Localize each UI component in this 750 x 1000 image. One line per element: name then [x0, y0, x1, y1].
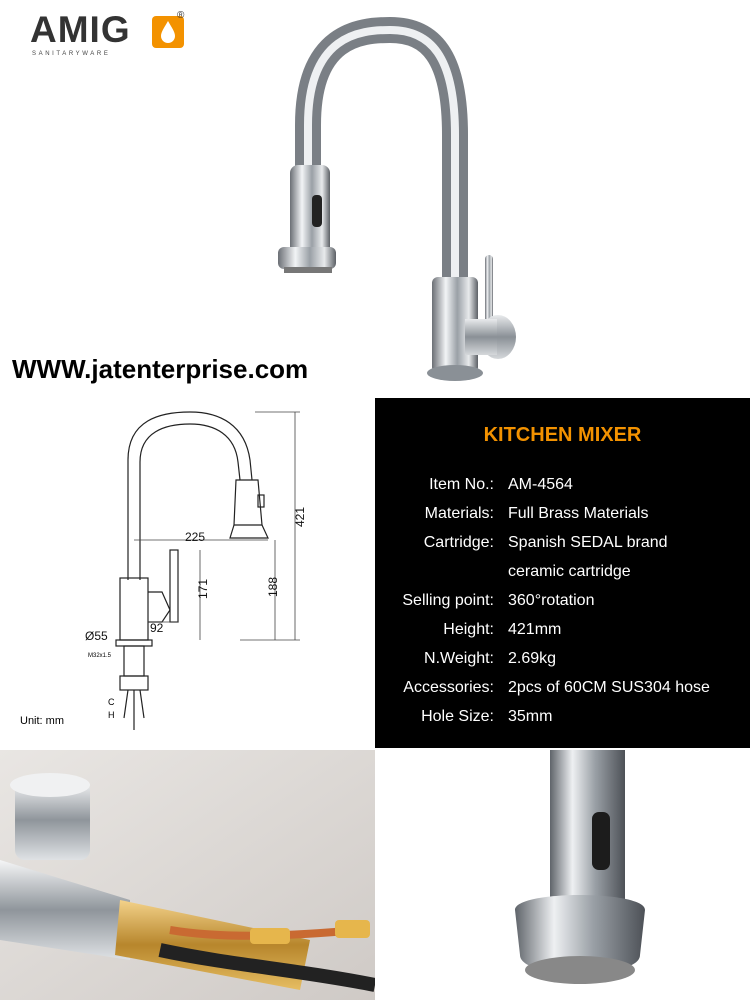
spec-value: AM-4564 — [508, 476, 573, 493]
spec-label: N.Weight: — [424, 650, 494, 667]
technical-drawing — [80, 400, 330, 745]
spec-row — [375, 679, 750, 708]
cold-label: C — [108, 697, 115, 707]
spec-row — [375, 708, 750, 737]
spec-title: KITCHEN MIXER — [483, 424, 642, 446]
dim-thread: M32x1.5 — [88, 653, 112, 659]
website-url[interactable]: WWW.jatenterprise.com — [12, 354, 309, 384]
registered-mark: ® — [177, 10, 185, 21]
spec-label: Selling point: — [402, 592, 494, 609]
brand-tagline: SANITARYWARE — [32, 51, 111, 57]
spec-label: Materials: — [424, 505, 494, 522]
spec-value: 421mm — [508, 621, 562, 638]
spec-label: Item No.: — [429, 476, 494, 493]
spec-row — [375, 563, 750, 592]
spec-value: 35mm — [508, 708, 553, 725]
spec-label: Hole Size: — [421, 708, 494, 725]
unit-label: Unit: mm — [20, 715, 64, 727]
dim-height: 421 — [293, 506, 307, 527]
spray-head-detail-photo — [375, 750, 750, 1000]
spec-value: Spanish SEDAL brand — [508, 534, 668, 551]
spec-row — [375, 650, 750, 679]
brand-name: AMIG — [30, 9, 131, 50]
dim-base-dia: Ø55 — [85, 629, 108, 643]
spec-value: 2pcs of 60CM SUS304 hose — [508, 679, 710, 696]
spec-value: 2.69kg — [508, 650, 557, 667]
spec-row — [375, 476, 750, 505]
brand-logo — [30, 10, 190, 60]
dim-body-height: 171 — [196, 578, 210, 599]
spec-label: Cartridge: — [423, 534, 494, 551]
spec-label: Height: — [443, 621, 494, 638]
spec-row — [375, 534, 750, 563]
spec-row — [375, 592, 750, 621]
installation-detail-photo — [0, 750, 375, 1000]
hot-label: H — [108, 710, 115, 720]
spec-row — [375, 505, 750, 534]
spec-value: ceramic cartridge — [508, 563, 631, 580]
faucet-hero-image — [260, 15, 530, 385]
spec-value: Full Brass Materials — [508, 505, 649, 522]
spec-value: 360°rotation — [508, 592, 595, 609]
dim-reach: 225 — [185, 530, 206, 544]
spec-panel — [375, 398, 750, 748]
spec-row — [375, 621, 750, 650]
spec-label: Accessories: — [403, 679, 494, 696]
dim-base-width: 92 — [150, 621, 164, 635]
dim-spout-height: 188 — [266, 576, 280, 597]
